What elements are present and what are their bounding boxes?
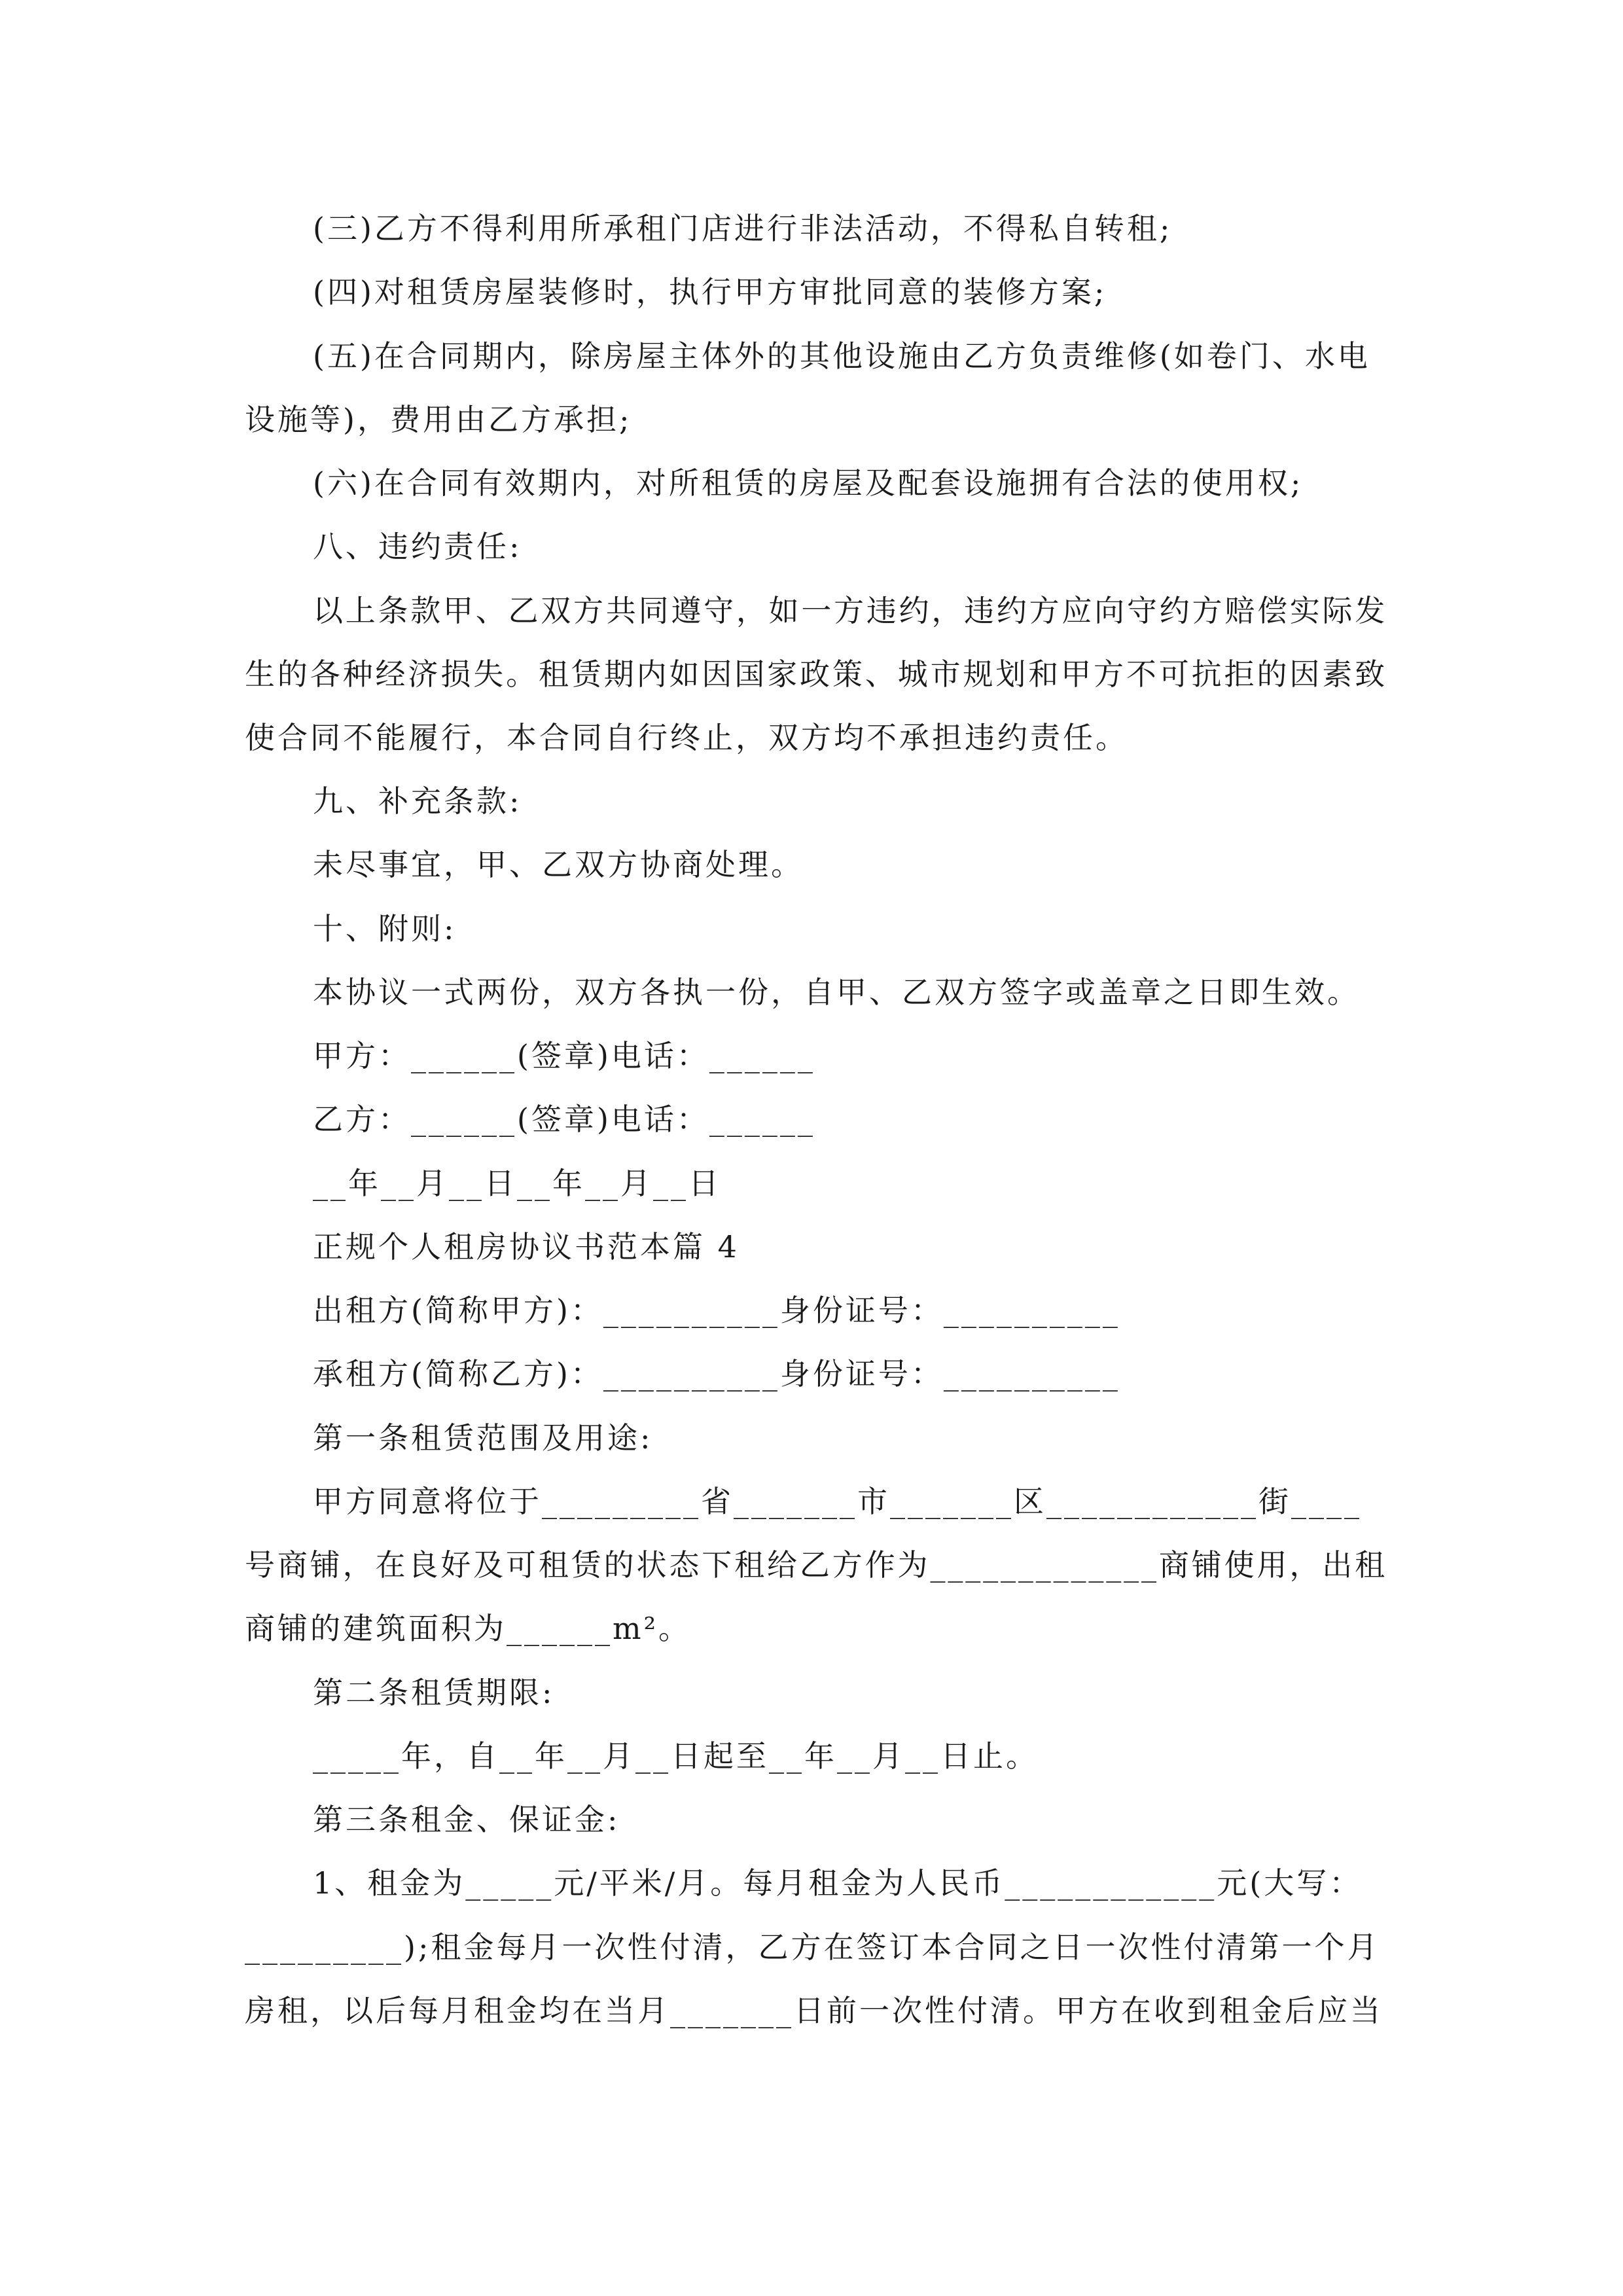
text-line: 号商铺，在良好及可租赁的状态下租给乙方作为_____________商铺使用，出租: [245, 1547, 1387, 1583]
section-heading: 九、补充条款:: [313, 783, 522, 819]
section-heading: 八、违约责任:: [313, 529, 522, 564]
text-line: 1、租金为_____元/平米/月。每月租金为人民币____________元(大写：: [313, 1865, 1363, 1901]
text-line: 商铺的建筑面积为______m²。: [245, 1611, 692, 1646]
text-line: 未尽事宜，甲、乙双方协商处理。: [313, 847, 804, 882]
text-line: 本协议一式两份，双方各执一份，自甲、乙双方签字或盖章之日即生效。: [313, 975, 1360, 1010]
lessee-line: 承租方(简称乙方)：__________身份证号：__________: [313, 1356, 1120, 1391]
section-heading: 第三条租金、保证金:: [313, 1802, 620, 1837]
text-line: 设施等)，费用由乙方承担;: [245, 402, 632, 437]
date-line: __年__月__日__年__月__日: [313, 1166, 721, 1201]
section-heading: 第二条租赁期限:: [313, 1675, 555, 1710]
text-line: 房租，以后每月租金均在当月_______日前一次性付清。甲方在收到租金后应当: [245, 1993, 1383, 2028]
text-line: (五)在合同期内，除房屋主体外的其他设施由乙方负责维修(如卷门、水电: [313, 338, 1370, 374]
text-line: _____年，自__年__月__日起至__年__月__日止。: [313, 1738, 1039, 1774]
text-line: 甲方同意将位于_________省_______市_______区____________街____: [313, 1484, 1362, 1519]
signature-line-party-b: 乙方：______(签章)电话：______: [313, 1102, 815, 1137]
text-line: 使合同不能履行，本合同自行终止，双方均不承担违约责任。: [245, 720, 1128, 755]
section-heading: 第一条租赁范围及用途:: [313, 1420, 653, 1456]
document-subtitle: 正规个人租房协议书范本篇 4: [313, 1229, 740, 1265]
text-line: (六)在合同有效期内，对所租赁的房屋及配套设施拥有合法的使用权;: [313, 465, 1304, 501]
text-line: _________);租金每月一次性付清，乙方在签订本合同之日一次性付清第一个月: [245, 1929, 1380, 1965]
text-line: (四)对租赁房屋装修时，执行甲方审批同意的装修方案;: [313, 274, 1107, 310]
text-line: (三)乙方不得利用所承租门店进行非法活动，不得私自转租;: [313, 211, 1173, 246]
section-heading: 十、附则:: [313, 911, 457, 946]
signature-line-party-a: 甲方：______(签章)电话：______: [313, 1038, 815, 1073]
text-line: 以上条款甲、乙双方共同遵守，如一方违约，违约方应向守约方赔偿实际发: [313, 593, 1387, 628]
text-line: 生的各种经济损失。租赁期内如因国家政策、城市规划和甲方不可抗拒的因素致: [245, 656, 1387, 692]
lessor-line: 出租方(简称甲方)：__________身份证号：__________: [313, 1293, 1120, 1328]
